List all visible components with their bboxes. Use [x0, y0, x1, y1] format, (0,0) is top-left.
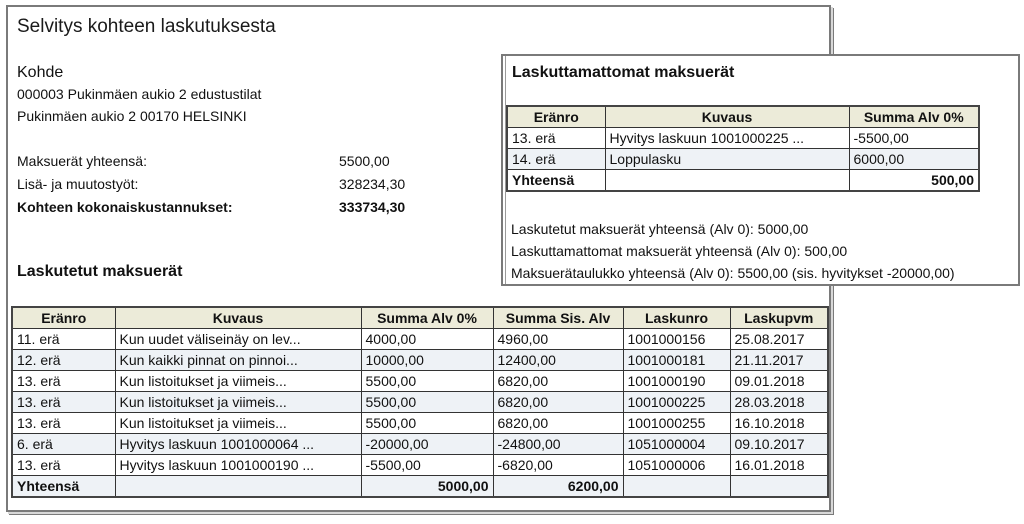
cell-kuvaus: Kun kaikki pinnat on pinnoi... [115, 350, 361, 371]
cell-eranro: 11. erä [12, 329, 115, 350]
summary-label: Maksuerät yhteensä: [17, 153, 147, 169]
cell-eranro: 13. erä [12, 371, 115, 392]
unbilled-section-title: Laskuttamattomat maksuerät [512, 64, 735, 81]
summary-label: Lisä- ja muutostyöt: [17, 176, 139, 192]
billed-section-title: Laskutetut maksuerät [17, 263, 183, 280]
column-header-eranro: Eränro [507, 106, 605, 128]
column-header-laskupvm: Laskupvm [730, 307, 828, 329]
cell-laskupvm: 09.01.2018 [730, 371, 828, 392]
table-total-row [12, 476, 828, 498]
cell-summa-sis-alv: -6820,00 [493, 455, 623, 476]
summary-value: 333734,30 [339, 199, 406, 215]
cell-kuvaus: Hyvitys laskuun 1001000064 ... [115, 434, 361, 455]
page-title: Selvitys kohteen laskutuksesta [17, 16, 276, 37]
cell-laskupvm: 21.11.2017 [730, 350, 828, 371]
summary-value: 5500,00 [339, 153, 390, 169]
table-total-row [507, 170, 979, 192]
cell-summa-sis-alv: 6820,00 [493, 392, 623, 413]
cell-summa-sis-alv: 6820,00 [493, 413, 623, 434]
total-empty [605, 170, 849, 192]
column-header-kuvaus: Kuvaus [115, 307, 361, 329]
cell-laskunro: 1051000004 [623, 434, 730, 455]
kohde-address: Pukinmäen aukio 2 00170 HELSINKI [17, 108, 247, 124]
column-header-kuvaus: Kuvaus [605, 106, 849, 128]
total-summa-alv0: 500,00 [849, 170, 979, 192]
table-row [12, 392, 828, 413]
table-row [12, 434, 828, 455]
cell-eranro: 14. erä [507, 149, 605, 170]
table-row [12, 350, 828, 371]
cell-summa-sis-alv: -24800,00 [493, 434, 623, 455]
cell-summa-sis-alv: 4960,00 [493, 329, 623, 350]
cell-eranro: 6. erä [12, 434, 115, 455]
billed-installments-table [11, 306, 829, 498]
cell-eranro: 13. erä [12, 392, 115, 413]
cell-kuvaus: Kun uudet väliseinäy on lev... [115, 329, 361, 350]
unbilled-installments-panel [501, 54, 1020, 286]
cell-summa-alv0: 6000,00 [849, 149, 979, 170]
unbilled-installments-table [506, 105, 980, 192]
cell-summa-alv0: -20000,00 [361, 434, 493, 455]
cell-laskunro: 1001000181 [623, 350, 730, 371]
cell-kuvaus: Hyvitys laskuun 1001000225 ... [605, 128, 849, 149]
note-unbilled-total: Laskuttamattomat maksuerät yhteensä (Alv 0): 500,00 [511, 243, 848, 259]
cell-summa-alv0: 5500,00 [361, 392, 493, 413]
column-header-laskunro: Laskunro [623, 307, 730, 329]
kohde-label: Kohde [17, 64, 64, 81]
table-row [507, 128, 979, 149]
cell-summa-alv0: 5500,00 [361, 371, 493, 392]
cell-eranro: 13. erä [507, 128, 605, 149]
cell-laskupvm: 16.01.2018 [730, 455, 828, 476]
cell-laskunro: 1001000255 [623, 413, 730, 434]
table-row [507, 149, 979, 170]
total-label: Yhteensä [12, 476, 115, 498]
cell-eranro: 12. erä [12, 350, 115, 371]
column-header-eranro: Eränro [12, 307, 115, 329]
kohde-name: 000003 Pukinmäen aukio 2 edustustilat [17, 86, 262, 102]
total-label: Yhteensä [507, 170, 605, 192]
cell-kuvaus: Kun listoitukset ja viimeis... [115, 392, 361, 413]
cell-kuvaus: Kun listoitukset ja viimeis... [115, 371, 361, 392]
total-empty [730, 476, 828, 498]
cell-laskupvm: 09.10.2017 [730, 434, 828, 455]
cell-summa-alv0: 4000,00 [361, 329, 493, 350]
cell-summa-alv0: 5500,00 [361, 413, 493, 434]
total-summa-alv0: 5000,00 [361, 476, 493, 498]
cell-kuvaus: Kun listoitukset ja viimeis... [115, 413, 361, 434]
cell-laskunro: 1051000006 [623, 455, 730, 476]
cell-kuvaus: Loppulasku [605, 149, 849, 170]
total-summa-sis-alv: 6200,00 [493, 476, 623, 498]
total-empty [115, 476, 361, 498]
cell-summa-alv0: 10000,00 [361, 350, 493, 371]
note-table-total: Maksuerätaulukko yhteensä (Alv 0): 5500,00 (sis. hyvitykset -20000,00) [511, 265, 955, 281]
note-billed-total: Laskutetut maksuerät yhteensä (Alv 0): 5000,00 [511, 221, 809, 237]
table-header-row [507, 106, 979, 128]
total-empty [623, 476, 730, 498]
table-row [12, 371, 828, 392]
cell-summa-sis-alv: 12400,00 [493, 350, 623, 371]
table-header-row [12, 307, 828, 329]
cell-laskupvm: 28.03.2018 [730, 392, 828, 413]
table-row [12, 413, 828, 434]
cell-laskupvm: 16.10.2018 [730, 413, 828, 434]
cell-summa-sis-alv: 6820,00 [493, 371, 623, 392]
cell-laskunro: 1001000156 [623, 329, 730, 350]
cell-laskunro: 1001000190 [623, 371, 730, 392]
cell-kuvaus: Hyvitys laskuun 1001000190 ... [115, 455, 361, 476]
column-header-summa-alv0: Summa Alv 0% [849, 106, 979, 128]
table-row [12, 329, 828, 350]
column-header-summa-alv0: Summa Alv 0% [361, 307, 493, 329]
cell-laskupvm: 25.08.2017 [730, 329, 828, 350]
cell-laskunro: 1001000225 [623, 392, 730, 413]
table-row [12, 455, 828, 476]
summary-label: Kohteen kokonaiskustannukset: [17, 199, 233, 215]
column-header-summa-sis-alv: Summa Sis. Alv [493, 307, 623, 329]
cell-summa-alv0: -5500,00 [849, 128, 979, 149]
summary-value: 328234,30 [339, 176, 406, 192]
cell-summa-alv0: -5500,00 [361, 455, 493, 476]
cell-eranro: 13. erä [12, 413, 115, 434]
cell-eranro: 13. erä [12, 455, 115, 476]
